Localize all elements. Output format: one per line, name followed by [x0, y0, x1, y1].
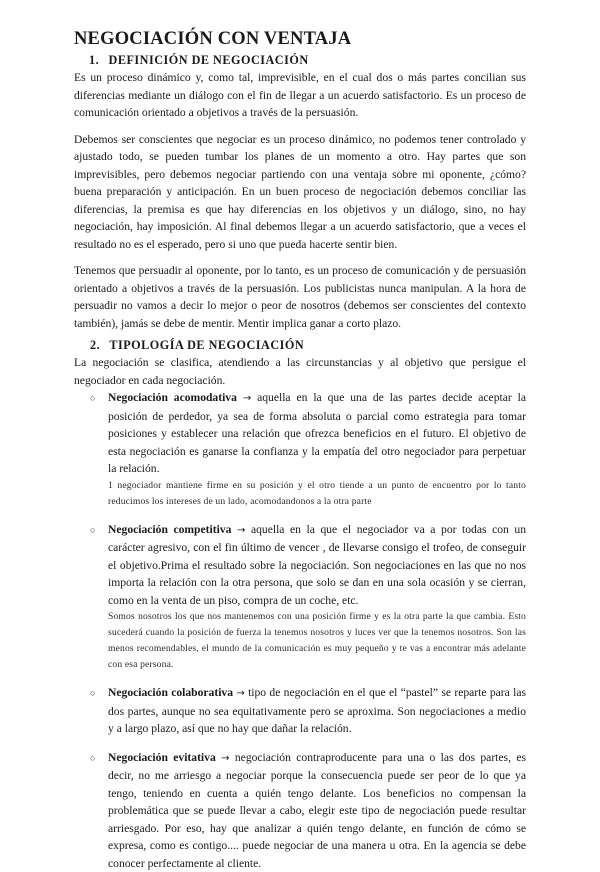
list-item: [74, 749, 526, 872]
section-1-paragraph: Tenemos que persuadir al oponente, por lo tanto, es un proceso de comunicación y de persuasión orientado a objetivos a través de la persuasión. Los publicistas nunca manipulan. A la hora de persuadir no vamos a decir lo mejor o peor de nosotros (debemos ser conscientes del contexto también), jamás se debe de mentir. Mentir implica ganar a corto plazo.: [74, 262, 526, 332]
arrow-icon: →: [243, 393, 251, 404]
section-2-intro: La negociación se clasifica, atendiendo a las circunstancias y al objetivo que persigue el negociador en cada negociación.: [74, 354, 526, 389]
section-2-title: TIPOLOGÍA DE NEGOCIACIÓN: [109, 338, 304, 352]
arrow-icon: →: [237, 525, 245, 536]
circle-bullet-icon: ○: [90, 685, 95, 702]
item-note: Somos nosotros los que nos mantenemos con una posición firme y es la otra parte la que cambia. Esto sucederá cuando la posición de fuerza la tenemos nosotros y luces ver que la tenemos nosotros. Son las menos recomendables, el mundo de la comunicación es muy pequeño y te vas a encontrar más adelante con esa persona.: [108, 609, 526, 673]
circle-bullet-icon: ○: [90, 522, 95, 539]
section-2-number: 2.: [90, 338, 106, 353]
item-text: tipo de negociación en el que el “pastel” se reparte para las dos partes, aunque no sea equitativamente pero se aproxima. Son negociaciones a medio y a largo plazo, así que no hay que dañar la relación.: [108, 686, 526, 735]
item-term: Negociación evitativa: [108, 751, 216, 764]
section-1-heading: [74, 53, 526, 68]
section-1-paragraph: Es un proceso dinámico y, como tal, imprevisible, en el cual dos o más partes concilian sus diferencias mediante un diálogo con el fin de llegar a un acuerdo satisfactorio. Es un proceso de comunicación orientado a objetivos a través de la persuasión.: [74, 69, 526, 122]
item-text: negociación contraproducente para una o las dos partes, es decir, no me arriesgo a negociar porque la consecuencia puede ser peor de lo que ya tengo, teniendo en cuenta a quién tengo delante. Los beneficios no compensan la problemática que se puede llevar a cabo, elegir este tipo de negociación puede resultar arriesgado. Por eso, hay que analizar a quién tengo delante, en función de cómo se expresa, como es contigo.... puede negociar de una manera u otra. En la agencia se debe conocer perfectamente al cliente.: [108, 751, 526, 870]
item-term: Negociación competitiva: [108, 523, 231, 536]
negotiation-type-list: [74, 389, 526, 872]
circle-bullet-icon: ○: [90, 390, 95, 407]
item-note: 1 negociador mantiene firme en su posición y el otro tiende a un punto de encuentro por lo tanto reducimos los intereses de un lado, acomodandonos a la otra parte: [108, 478, 526, 510]
item-text: aquella en la que el negociador va a por todas con un carácter agresivo, con el fin último de vencer , de llevarse consigo el trofeo, de conseguir el objetivo.Prima el resultado sobre la negociación. Son negociaciones en las que no nos importa la relación con la otra persona, que solo se dan en una sola ocasión y se cierran, como en la venta de un piso, compra de un coche, etc.: [108, 523, 526, 607]
item-term: Negociación colaborativa: [108, 686, 233, 699]
document-title: NEGOCIACIÓN CON VENTAJA: [74, 28, 526, 50]
circle-bullet-icon: ○: [90, 750, 95, 767]
list-item: [74, 389, 526, 510]
section-1-title: DEFINICIÓN DE NEGOCIACIÓN: [109, 53, 309, 67]
section-2-heading: [74, 338, 526, 353]
section-1-number: 1.: [89, 53, 105, 68]
item-term: Negociación acomodativa: [108, 391, 237, 404]
list-item: [74, 521, 526, 674]
section-1-paragraph: Debemos ser conscientes que negociar es un proceso dinámico, no podemos tener controlado y ajustado todo, se pueden tumbar los planes de un momento a otro. Hay partes que son imprevisibles, pero debemos negociar partiendo con una ventaja sobre mi oponente, ¿cómo? buena preparación y anticipación. En un buen proceso de negociación debemos conciliar las diferencias, la premisa es que hay diferencias en los objetivos y un diálogo, sino, no hay negociación, hay imposición. Al final debemos llegar a un acuerdo satisfactorio, que a veces el resultado no es el esperado, pero si uno que pueda hacerte sentir bien.: [74, 131, 526, 254]
list-item: [74, 684, 526, 738]
arrow-icon: →: [221, 753, 229, 764]
item-text: aquella en la que una de las partes decide aceptar la posición de perdedor, ya sea de forma absoluta o parcial como estrategia para tomar posiciones y establecer una relación que ofrezca beneficios en el futuro. El objetivo de esta negociación es ganarse la confianza y la empatía del otro negociador para perpetuar la relación.: [108, 391, 526, 475]
arrow-icon: →: [236, 688, 244, 699]
